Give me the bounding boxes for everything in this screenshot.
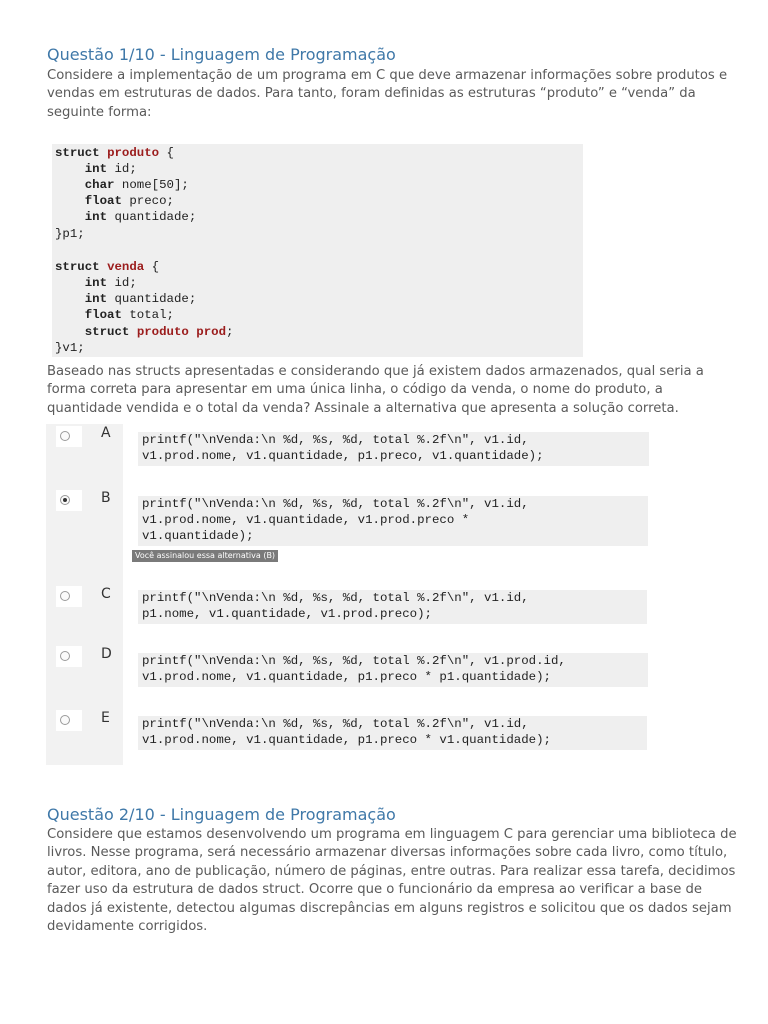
code-line: float total; (84, 308, 174, 322)
code-line: char nome[50]; (84, 178, 189, 192)
code-line: }p1; (55, 227, 85, 241)
option-a-letter: A (101, 425, 111, 441)
option-e-letter: E (101, 710, 110, 726)
option-d-code[interactable] (138, 653, 648, 687)
radio-option-c[interactable] (56, 586, 82, 607)
radio-option-e[interactable] (56, 710, 82, 731)
option-b-line-3: v1.quantidade); (142, 529, 254, 543)
option-c-line-2: p1.nome, v1.quantidade, v1.prod.preco); (142, 607, 432, 621)
option-a-line-2: v1.prod.nome, v1.quantidade, p1.preco, v1.quantidade); (142, 449, 544, 463)
option-d-line-2: v1.prod.nome, v1.quantidade, p1.preco * p1.quantidade); (142, 670, 551, 684)
question-2-title: Questão 2/10 - Linguagem de Programação (47, 805, 396, 824)
question-1-prompt: Baseado nas structs apresentadas e considerando que já existem dados armazenados, qual seria a forma correta para apresentar em uma única linha, o código da venda, o nome do produto, a quantidade vendida e o total da venda? Assinale a alternativa que apresenta a solução correta. (47, 364, 704, 416)
radio-option-b[interactable] (56, 490, 82, 511)
radio-option-d[interactable] (56, 646, 82, 667)
question-2-intro: Considere que estamos desenvolvendo um programa em linguagem C para gerenciar uma biblioteca de livros. Nesse programa, será necessário armazenar diversas informações sobre cada livro, como título, autor, editora, ano de publicação, número de páginas, entre outras. Para realizar essa tarefa, decidimos fazer uso da estrutura de dados struct. Ocorre que o funcionário da empresa ao verificar a base de dados já existente, detectou algumas discrepâncias em alguns registros e solicitou que os dados sejam devidamente corrigidos. (47, 827, 737, 935)
selected-answer-badge: Você assinalou essa alternativa (B) (132, 550, 278, 562)
option-d-line-1: printf("\nVenda:\n %d, %s, %d, total %.2f\n", v1.prod.id, (142, 654, 566, 668)
option-e-line-1: printf("\nVenda:\n %d, %s, %d, total %.2f\n", v1.id, (142, 717, 529, 731)
option-c-line-1: printf("\nVenda:\n %d, %s, %d, total %.2f\n", v1.id, (142, 591, 529, 605)
question-1-intro: Considere a implementação de um programa em C que deve armazenar informações sobre produtos e vendas em estruturas de dados. Para tanto, foram definidas as estruturas “produto” e “venda” da seguinte forma: (47, 68, 728, 120)
code-line: int id; (84, 162, 137, 176)
option-b-letter: B (101, 490, 111, 506)
code-line: int id; (84, 276, 137, 290)
struct-code-block (52, 144, 583, 357)
code-line: int quantidade; (84, 210, 197, 224)
radio-option-a[interactable] (56, 426, 82, 447)
code-line: struct venda { (55, 260, 160, 274)
code-line: struct produto prod; (84, 325, 234, 339)
option-a-line-1: printf("\nVenda:\n %d, %s, %d, total %.2f\n", v1.id, (142, 433, 529, 447)
option-c-letter: C (101, 586, 111, 602)
code-line: struct produto { (55, 146, 174, 160)
option-d-letter: D (101, 646, 112, 662)
code-line: int quantidade; (84, 292, 197, 306)
option-a-code[interactable] (138, 432, 649, 466)
option-b-line-2: v1.prod.nome, v1.quantidade, v1.prod.preco * (142, 513, 470, 527)
option-b-line-1: printf("\nVenda:\n %d, %s, %d, total %.2f\n", v1.id, (142, 497, 529, 511)
option-b-code[interactable] (138, 496, 648, 546)
code-line: }v1; (55, 341, 85, 355)
code-line: float preco; (84, 194, 174, 208)
question-1-title: Questão 1/10 - Linguagem de Programação (47, 45, 396, 64)
option-e-code[interactable] (138, 716, 647, 750)
option-c-code[interactable] (138, 590, 647, 624)
option-e-line-2: v1.prod.nome, v1.quantidade, p1.preco * v1.quantidade); (142, 733, 551, 747)
